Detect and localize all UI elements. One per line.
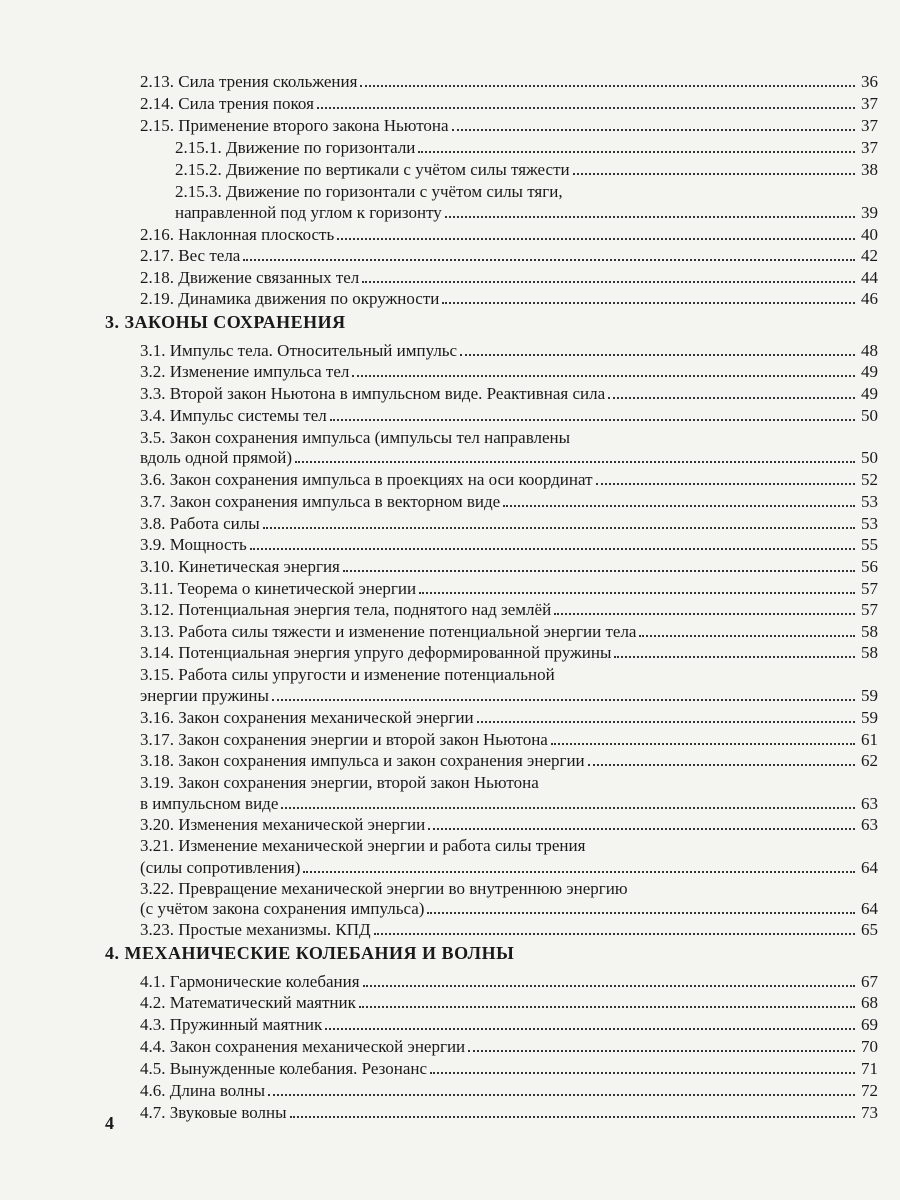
dot-leader <box>427 912 855 914</box>
dot-leader <box>250 548 855 550</box>
entry-title: 4.6. Длина волны <box>140 1081 266 1100</box>
entry-title: 3.18. Закон сохранения импульса и закон сохранения энергии <box>140 751 585 770</box>
entry-title: 3.12. Потенциальная энергия тела, поднятого над землёй <box>140 600 552 619</box>
entry-page: 68 <box>861 993 878 1012</box>
entry-title: 2.15.2. Движение по вертикали с учётом силы тяжести <box>175 160 570 179</box>
entry-title: 3.16. Закон сохранения механической энергии <box>140 708 474 727</box>
entry-page: 64 <box>861 899 878 918</box>
toc-entry <box>140 361 878 382</box>
entry-title: 3.11. Теорема о кинетической энергии <box>140 579 417 598</box>
entry-page: 67 <box>861 972 878 991</box>
entry-page: 56 <box>861 557 878 576</box>
toc-entry <box>175 159 878 180</box>
toc-entry <box>140 267 878 288</box>
entry-page: 69 <box>861 1015 878 1034</box>
entry-page: 40 <box>861 225 878 244</box>
toc-entry <box>140 556 878 577</box>
entry-page: 49 <box>861 384 878 403</box>
entry-title: 2.13. Сила трения скольжения <box>140 72 358 91</box>
dot-leader <box>359 1006 855 1008</box>
entry-title: 3.22. Превращение механической энергии во внутреннюю энергию <box>140 879 628 898</box>
dot-leader <box>554 613 855 615</box>
dot-leader <box>281 807 855 809</box>
entry-page: 55 <box>861 535 878 554</box>
dot-leader <box>325 1028 855 1030</box>
dot-leader <box>303 871 855 873</box>
entry-title: 4.7. Звуковые волны <box>140 1103 287 1122</box>
entry-title: 3.10. Кинетическая энергия <box>140 557 340 576</box>
dot-leader <box>317 107 855 109</box>
entry-page: 63 <box>861 815 878 834</box>
toc-entry <box>140 599 878 620</box>
entry-title: 4.1. Гармонические колебания <box>140 972 360 991</box>
entry-page: 61 <box>861 730 878 749</box>
entry-title: 2.14. Сила трения покоя <box>140 94 314 113</box>
dot-leader <box>608 397 855 399</box>
entry-page: 73 <box>861 1103 878 1122</box>
dot-leader <box>428 828 855 830</box>
entry-title: 4.3. Пружинный маятник <box>140 1015 323 1034</box>
entry-title: 2.15.3. Движение по горизонтали с учётом силы тяги, <box>175 182 563 201</box>
dot-leader <box>430 1072 855 1074</box>
toc-entry <box>140 534 878 555</box>
entry-title: 3.8. Работа силы <box>140 514 260 533</box>
toc-entry <box>175 202 878 223</box>
dot-leader <box>243 259 855 261</box>
toc-entry <box>140 245 878 266</box>
entry-page: 50 <box>861 406 878 425</box>
toc-entry <box>140 383 878 404</box>
entry-title: 3.19. Закон сохранения энергии, второй закон Ньютона <box>140 773 539 792</box>
toc-entry <box>140 919 878 940</box>
dot-leader <box>596 483 855 485</box>
entry-page: 50 <box>861 448 878 467</box>
toc-entry <box>140 491 878 512</box>
entry-page: 58 <box>861 622 878 641</box>
entry-page: 72 <box>861 1081 878 1100</box>
entry-title: 3.7. Закон сохранения импульса в векторном виде <box>140 492 501 511</box>
entry-title: 3.4. Импульс системы тел <box>140 406 327 425</box>
entry-page: 70 <box>861 1037 878 1056</box>
dot-leader <box>419 592 855 594</box>
entry-page: 39 <box>861 203 878 222</box>
toc-entry <box>140 729 878 750</box>
dot-leader <box>445 216 855 218</box>
entry-page: 49 <box>861 362 878 381</box>
dot-leader <box>468 1050 855 1052</box>
toc-entry <box>140 707 878 728</box>
dot-leader <box>614 656 855 658</box>
toc-entry <box>140 469 878 490</box>
toc-entry <box>140 93 878 114</box>
entry-title: 2.18. Движение связанных тел <box>140 268 360 287</box>
entry-title: 3.21. Изменение механической энергии и работа силы трения <box>140 836 586 855</box>
entry-title: 3.15. Работа силы упругости и изменение потенциальной <box>140 665 555 684</box>
entry-title: 3.20. Изменения механической энергии <box>140 815 426 834</box>
entry-title: 4.4. Закон сохранения механической энергии <box>140 1037 466 1056</box>
toc-entry <box>140 1058 878 1079</box>
entry-page: 36 <box>861 72 878 91</box>
entry-title: 2.16. Наклонная плоскость <box>140 225 335 244</box>
dot-leader <box>477 721 855 723</box>
page-number: 4 <box>105 1113 114 1133</box>
dot-leader <box>330 419 855 421</box>
entry-title-continuation: (с учётом закона сохранения импульса) <box>140 899 425 918</box>
dot-leader <box>268 1094 855 1096</box>
entry-page: 46 <box>861 289 878 308</box>
entry-title: 2.15. Применение второго закона Ньютона <box>140 116 449 135</box>
toc-entry <box>140 992 878 1013</box>
dot-leader <box>337 238 855 240</box>
dot-leader <box>503 505 855 507</box>
dot-leader <box>452 129 855 131</box>
dot-leader <box>551 743 855 745</box>
toc-entry <box>140 750 878 771</box>
section-heading-3: 3. ЗАКОНЫ СОХРАНЕНИЯ <box>105 312 346 332</box>
entry-page: 52 <box>861 470 878 489</box>
toc-entry <box>140 405 878 426</box>
entry-page: 37 <box>861 138 878 157</box>
entry-title: 4.5. Вынужденные колебания. Резонанс <box>140 1059 428 1078</box>
entry-page: 71 <box>861 1059 878 1078</box>
dot-leader <box>588 764 855 766</box>
toc-entry <box>140 814 878 835</box>
dot-leader <box>639 635 855 637</box>
dot-leader <box>442 302 855 304</box>
toc-entry <box>140 447 878 468</box>
dot-leader <box>418 151 855 153</box>
entry-page: 53 <box>861 514 878 533</box>
entry-page: 59 <box>861 686 878 705</box>
entry-title-continuation: энергии пружины <box>140 686 269 705</box>
toc-entry <box>140 513 878 534</box>
toc-entry <box>175 137 878 158</box>
toc-entry <box>140 224 878 245</box>
entry-title-continuation: в импульсном виде <box>140 794 279 813</box>
entry-title: 3.6. Закон сохранения импульса в проекциях на оси координат <box>140 470 593 489</box>
toc-entry <box>140 857 878 878</box>
dot-leader <box>290 1116 855 1118</box>
entry-title: 3.17. Закон сохранения энергии и второй закон Ньютона <box>140 730 548 749</box>
toc-entry <box>140 1014 878 1035</box>
entry-page: 62 <box>861 751 878 770</box>
entry-page: 53 <box>861 492 878 511</box>
dot-leader <box>362 281 855 283</box>
entry-title: 3.9. Мощность <box>140 535 247 554</box>
toc-entry <box>140 793 878 814</box>
toc-entry <box>140 642 878 663</box>
dot-leader <box>360 85 855 87</box>
dot-leader <box>263 527 855 529</box>
toc-entry <box>140 971 878 992</box>
dot-leader <box>573 173 855 175</box>
entry-title: 3.13. Работа силы тяжести и изменение потенциальной энергии тела <box>140 622 637 641</box>
entry-page: 57 <box>861 600 878 619</box>
toc-entry <box>140 898 878 919</box>
entry-page: 37 <box>861 116 878 135</box>
entry-title: 3.14. Потенциальная энергия упруго деформированной пружины <box>140 643 612 662</box>
toc-entry <box>140 340 878 361</box>
dot-leader <box>343 570 855 572</box>
entry-title: 3.5. Закон сохранения импульса (импульсы тел направлены <box>140 428 571 447</box>
toc-entry <box>140 685 878 706</box>
entry-page: 38 <box>861 160 878 179</box>
dot-leader <box>272 699 855 701</box>
dot-leader <box>295 461 855 463</box>
toc-entry <box>140 115 878 136</box>
toc-entry <box>140 288 878 309</box>
entry-page: 37 <box>861 94 878 113</box>
entry-page: 63 <box>861 794 878 813</box>
entry-title: 3.3. Второй закон Ньютона в импульсном виде. Реактивная сила <box>140 384 606 403</box>
entry-title: 3.2. Изменение импульса тел <box>140 362 350 381</box>
toc-entry <box>140 578 878 599</box>
dot-leader <box>374 933 855 935</box>
entry-page: 48 <box>861 341 878 360</box>
toc-entry <box>140 621 878 642</box>
toc-entry <box>140 1036 878 1057</box>
dot-leader <box>460 354 855 356</box>
entry-title: 3.23. Простые механизмы. КПД <box>140 920 371 939</box>
toc-entry <box>140 1080 878 1101</box>
entry-page: 57 <box>861 579 878 598</box>
entry-page: 58 <box>861 643 878 662</box>
entry-title: 3.1. Импульс тела. Относительный импульс <box>140 341 458 360</box>
entry-page: 65 <box>861 920 878 939</box>
section-heading-4: 4. МЕХАНИЧЕСКИЕ КОЛЕБАНИЯ И ВОЛНЫ <box>105 943 515 963</box>
entry-title-continuation: (силы сопротивления) <box>140 858 301 877</box>
entry-page: 42 <box>861 246 878 265</box>
entry-page: 59 <box>861 708 878 727</box>
entry-title-continuation: вдоль одной прямой) <box>140 448 293 467</box>
entry-page: 64 <box>861 858 878 877</box>
entry-title: 2.17. Вес тела <box>140 246 241 265</box>
toc-entry <box>140 71 878 92</box>
entry-page: 44 <box>861 268 878 287</box>
entry-title-continuation: направленной под углом к горизонту <box>175 203 442 222</box>
entry-title: 4.2. Математический маятник <box>140 993 356 1012</box>
dot-leader <box>363 985 855 987</box>
entry-title: 2.19. Динамика движения по окружности <box>140 289 440 308</box>
toc-entry <box>140 1102 878 1123</box>
entry-title: 2.15.1. Движение по горизонтали <box>175 138 416 157</box>
dot-leader <box>352 375 855 377</box>
